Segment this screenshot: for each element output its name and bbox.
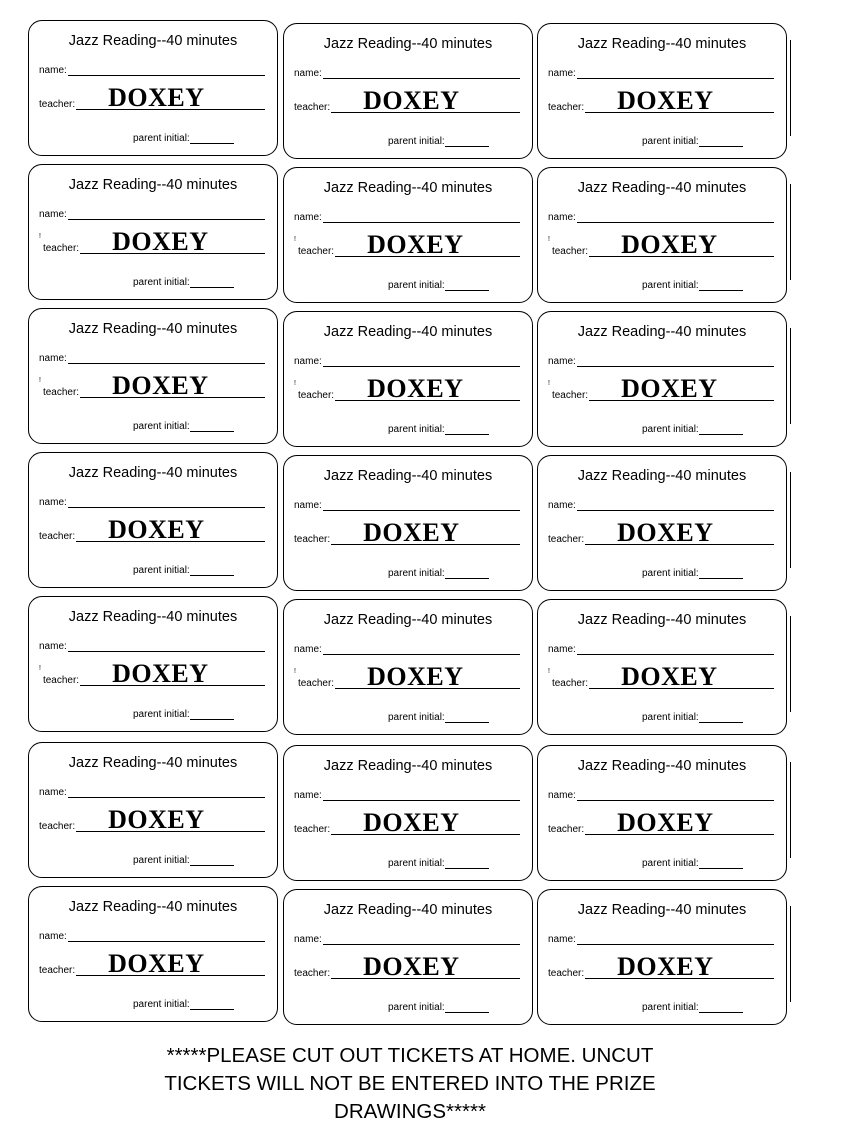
reading-ticket (537, 455, 787, 591)
reading-ticket (537, 167, 787, 303)
parent-initial-label: parent initial: (388, 712, 445, 723)
cut-instructions (120, 1042, 700, 1126)
teacher-label: teacher: (294, 968, 331, 979)
teacher-label: teacher: (548, 824, 585, 835)
parent-initial-label: parent initial: (388, 136, 445, 147)
reading-ticket (28, 452, 278, 588)
teacher-line (589, 372, 774, 401)
parent-initial-label: parent initial: (642, 858, 699, 869)
ticket-title: Jazz Reading--40 minutes (577, 758, 747, 774)
parent-initial-row (388, 136, 489, 147)
parent-initial-row (388, 568, 489, 579)
parent-initial-label: parent initial: (642, 568, 699, 579)
reading-ticket (28, 886, 278, 1022)
name-line (68, 353, 265, 364)
teacher-label: teacher: (42, 243, 80, 254)
parent-initial-blank (190, 709, 234, 720)
parent-initial-label: parent initial: (388, 1002, 445, 1013)
name-row (39, 641, 265, 652)
name-label: name: (548, 212, 576, 223)
teacher-name: DOXEY (617, 518, 714, 547)
parent-initial-label: parent initial: (133, 421, 190, 432)
name-line (577, 212, 774, 223)
name-label: name: (39, 497, 67, 508)
parent-initial-blank (699, 568, 743, 579)
ticket-title: Jazz Reading--40 minutes (68, 177, 238, 193)
next-column-edge (790, 906, 793, 1002)
name-line (68, 641, 265, 652)
teacher-label: teacher: (42, 675, 80, 686)
name-line (577, 790, 774, 801)
parent-initial-row (133, 709, 234, 720)
ticket-title: Jazz Reading--40 minutes (68, 755, 238, 771)
teacher-row (548, 950, 774, 979)
name-label: name: (548, 500, 576, 511)
ticket-title: Jazz Reading--40 minutes (68, 609, 238, 625)
teacher-name: DOXEY (367, 662, 464, 691)
teacher-line (589, 228, 774, 257)
teacher-row (39, 803, 265, 832)
name-label: name: (39, 641, 67, 652)
parent-initial-blank (190, 277, 234, 288)
teacher-row (294, 660, 520, 689)
name-label: name: (39, 787, 67, 798)
teacher-line (585, 516, 774, 545)
teacher-label: teacher: (297, 246, 335, 257)
teacher-name: DOXEY (108, 949, 205, 978)
teacher-name: DOXEY (617, 952, 714, 981)
parent-initial-label: parent initial: (133, 709, 190, 720)
name-label: name: (294, 500, 322, 511)
reading-ticket (537, 599, 787, 735)
parent-initial-label: parent initial: (388, 568, 445, 579)
reading-ticket (28, 308, 278, 444)
name-row (294, 790, 520, 801)
reading-ticket (283, 23, 533, 159)
parent-initial-blank (445, 858, 489, 869)
name-line (577, 644, 774, 655)
teacher-row (39, 947, 265, 976)
teacher-row (294, 84, 520, 113)
teacher-label: teacher: (551, 678, 589, 689)
parent-initial-blank (190, 855, 234, 866)
parent-initial-blank (190, 999, 234, 1010)
teacher-name: DOXEY (363, 86, 460, 115)
reading-ticket (537, 311, 787, 447)
name-line (577, 356, 774, 367)
name-row (294, 212, 520, 223)
tick-mark: ! (39, 377, 41, 384)
ticket-title: Jazz Reading--40 minutes (323, 36, 493, 52)
parent-initial-blank (190, 133, 234, 144)
teacher-name: DOXEY (367, 374, 464, 403)
ticket-title: Jazz Reading--40 minutes (577, 468, 747, 484)
parent-initial-blank (699, 712, 743, 723)
parent-initial-blank (445, 1002, 489, 1013)
teacher-line (331, 806, 520, 835)
parent-initial-blank (699, 858, 743, 869)
teacher-line (585, 84, 774, 113)
next-column-edge (790, 472, 793, 568)
next-column-edge (790, 328, 793, 424)
name-label: name: (294, 356, 322, 367)
parent-initial-row (642, 280, 743, 291)
tick-mark: ! (548, 668, 550, 675)
teacher-name: DOXEY (112, 371, 209, 400)
name-label: name: (39, 209, 67, 220)
parent-initial-row (642, 712, 743, 723)
name-line (68, 497, 265, 508)
name-label: name: (548, 934, 576, 945)
teacher-name: DOXEY (617, 808, 714, 837)
reading-ticket (28, 596, 278, 732)
parent-initial-row (388, 1002, 489, 1013)
teacher-label: teacher: (548, 534, 585, 545)
tick-mark: ! (39, 665, 41, 672)
name-line (68, 931, 265, 942)
name-row (294, 644, 520, 655)
teacher-label: teacher: (294, 102, 331, 113)
name-row (548, 934, 774, 945)
teacher-line (331, 516, 520, 545)
teacher-row (548, 660, 774, 689)
reading-ticket (283, 745, 533, 881)
parent-initial-blank (190, 565, 234, 576)
teacher-name: DOXEY (108, 515, 205, 544)
parent-initial-blank (699, 424, 743, 435)
teacher-label: teacher: (39, 99, 76, 110)
teacher-row (548, 84, 774, 113)
name-row (39, 497, 265, 508)
teacher-name: DOXEY (108, 805, 205, 834)
parent-initial-row (642, 136, 743, 147)
next-column-edge (790, 40, 793, 136)
ticket-title: Jazz Reading--40 minutes (577, 324, 747, 340)
name-line (577, 500, 774, 511)
reading-ticket (28, 20, 278, 156)
teacher-label: teacher: (39, 531, 76, 542)
parent-initial-label: parent initial: (642, 280, 699, 291)
name-label: name: (294, 644, 322, 655)
ticket-title: Jazz Reading--40 minutes (68, 465, 238, 481)
parent-initial-label: parent initial: (388, 858, 445, 869)
parent-initial-label: parent initial: (133, 133, 190, 144)
name-row (294, 356, 520, 367)
name-line (68, 65, 265, 76)
name-label: name: (548, 644, 576, 655)
next-column-edge (790, 616, 793, 712)
parent-initial-blank (699, 280, 743, 291)
teacher-line (589, 660, 774, 689)
ticket-title: Jazz Reading--40 minutes (577, 36, 747, 52)
ticket-title: Jazz Reading--40 minutes (68, 899, 238, 915)
parent-initial-blank (445, 280, 489, 291)
teacher-line (335, 228, 520, 257)
name-label: name: (39, 65, 67, 76)
name-row (548, 356, 774, 367)
teacher-row (294, 806, 520, 835)
name-line (323, 644, 520, 655)
ticket-title: Jazz Reading--40 minutes (323, 468, 493, 484)
ticket-title: Jazz Reading--40 minutes (577, 180, 747, 196)
parent-initial-row (133, 999, 234, 1010)
teacher-label: teacher: (548, 968, 585, 979)
name-line (323, 934, 520, 945)
name-label: name: (548, 356, 576, 367)
teacher-name: DOXEY (108, 83, 205, 112)
reading-ticket (283, 889, 533, 1025)
teacher-line (76, 81, 265, 110)
name-label: name: (294, 790, 322, 801)
parent-initial-blank (445, 136, 489, 147)
name-line (68, 787, 265, 798)
name-row (548, 644, 774, 655)
reading-ticket (283, 167, 533, 303)
teacher-row (548, 372, 774, 401)
name-line (323, 500, 520, 511)
teacher-name: DOXEY (621, 230, 718, 259)
name-label: name: (294, 68, 322, 79)
name-line (323, 790, 520, 801)
teacher-name: DOXEY (617, 86, 714, 115)
parent-initial-row (642, 424, 743, 435)
reading-ticket (283, 311, 533, 447)
reading-ticket (537, 23, 787, 159)
teacher-line (331, 950, 520, 979)
parent-initial-label: parent initial: (133, 565, 190, 576)
reading-ticket (283, 455, 533, 591)
name-row (294, 500, 520, 511)
ticket-title: Jazz Reading--40 minutes (68, 321, 238, 337)
instruction-line-3: DRAWINGS***** (334, 1100, 486, 1123)
tick-mark: ! (548, 380, 550, 387)
parent-initial-label: parent initial: (388, 280, 445, 291)
name-label: name: (294, 212, 322, 223)
parent-initial-label: parent initial: (133, 855, 190, 866)
reading-ticket (537, 889, 787, 1025)
teacher-row (39, 81, 265, 110)
ticket-title: Jazz Reading--40 minutes (323, 902, 493, 918)
parent-initial-row (642, 1002, 743, 1013)
teacher-name: DOXEY (112, 659, 209, 688)
teacher-name: DOXEY (363, 808, 460, 837)
teacher-label: teacher: (39, 821, 76, 832)
parent-initial-row (642, 568, 743, 579)
ticket-title: Jazz Reading--40 minutes (323, 324, 493, 340)
parent-initial-row (133, 855, 234, 866)
teacher-line (331, 84, 520, 113)
teacher-label: teacher: (297, 390, 335, 401)
teacher-name: DOXEY (363, 518, 460, 547)
teacher-label: teacher: (294, 824, 331, 835)
teacher-name: DOXEY (621, 662, 718, 691)
name-line (323, 68, 520, 79)
parent-initial-blank (445, 424, 489, 435)
parent-initial-label: parent initial: (642, 1002, 699, 1013)
teacher-line (335, 372, 520, 401)
name-line (323, 212, 520, 223)
teacher-line (585, 950, 774, 979)
parent-initial-row (388, 280, 489, 291)
ticket-title: Jazz Reading--40 minutes (68, 33, 238, 49)
name-row (39, 209, 265, 220)
name-label: name: (548, 790, 576, 801)
instruction-line-2: TICKETS WILL NOT BE ENTERED INTO THE PRIZE (164, 1072, 656, 1095)
teacher-row (294, 228, 520, 257)
parent-initial-row (388, 712, 489, 723)
next-column-edge (790, 762, 793, 858)
teacher-name: DOXEY (363, 952, 460, 981)
ticket-title: Jazz Reading--40 minutes (323, 612, 493, 628)
name-row (39, 931, 265, 942)
parent-initial-row (642, 858, 743, 869)
name-row (39, 353, 265, 364)
teacher-label: teacher: (297, 678, 335, 689)
teacher-line (80, 225, 265, 254)
ticket-title: Jazz Reading--40 minutes (577, 612, 747, 628)
name-line (323, 356, 520, 367)
teacher-line (335, 660, 520, 689)
instruction-line-1: *****PLEASE CUT OUT TICKETS AT HOME. UNCUT (166, 1044, 654, 1067)
teacher-row (548, 806, 774, 835)
tick-mark: ! (294, 236, 296, 243)
parent-initial-label: parent initial: (133, 999, 190, 1010)
name-line (68, 209, 265, 220)
parent-initial-row (133, 277, 234, 288)
reading-ticket (28, 164, 278, 300)
parent-initial-label: parent initial: (642, 136, 699, 147)
teacher-row (548, 516, 774, 545)
name-label: name: (548, 68, 576, 79)
name-line (577, 68, 774, 79)
name-row (294, 68, 520, 79)
tick-mark: ! (294, 668, 296, 675)
teacher-label: teacher: (294, 534, 331, 545)
parent-initial-blank (190, 421, 234, 432)
teacher-label: teacher: (551, 246, 589, 257)
teacher-row (39, 657, 265, 686)
tick-mark: ! (39, 233, 41, 240)
teacher-label: teacher: (39, 965, 76, 976)
parent-initial-row (388, 858, 489, 869)
parent-initial-label: parent initial: (133, 277, 190, 288)
name-row (294, 934, 520, 945)
teacher-name: DOXEY (621, 374, 718, 403)
teacher-line (76, 803, 265, 832)
reading-ticket (283, 599, 533, 735)
teacher-label: teacher: (551, 390, 589, 401)
tick-mark: ! (548, 236, 550, 243)
teacher-row (294, 372, 520, 401)
parent-initial-label: parent initial: (642, 712, 699, 723)
parent-initial-blank (699, 1002, 743, 1013)
next-column-edge (790, 184, 793, 280)
teacher-line (585, 806, 774, 835)
parent-initial-blank (445, 712, 489, 723)
teacher-line (80, 369, 265, 398)
teacher-name: DOXEY (367, 230, 464, 259)
name-row (548, 68, 774, 79)
teacher-name: DOXEY (112, 227, 209, 256)
parent-initial-row (133, 565, 234, 576)
teacher-row (548, 228, 774, 257)
teacher-line (76, 947, 265, 976)
parent-initial-label: parent initial: (642, 424, 699, 435)
name-row (39, 65, 265, 76)
teacher-line (80, 657, 265, 686)
teacher-row (39, 369, 265, 398)
name-row (548, 790, 774, 801)
ticket-title: Jazz Reading--40 minutes (323, 758, 493, 774)
tick-mark: ! (294, 380, 296, 387)
parent-initial-row (133, 133, 234, 144)
parent-initial-blank (699, 136, 743, 147)
name-row (548, 500, 774, 511)
teacher-line (76, 513, 265, 542)
reading-ticket (537, 745, 787, 881)
name-label: name: (294, 934, 322, 945)
name-row (39, 787, 265, 798)
teacher-label: teacher: (548, 102, 585, 113)
ticket-title: Jazz Reading--40 minutes (323, 180, 493, 196)
teacher-row (294, 950, 520, 979)
parent-initial-label: parent initial: (388, 424, 445, 435)
name-row (548, 212, 774, 223)
parent-initial-blank (445, 568, 489, 579)
teacher-row (294, 516, 520, 545)
teacher-label: teacher: (42, 387, 80, 398)
name-label: name: (39, 931, 67, 942)
parent-initial-row (388, 424, 489, 435)
teacher-row (39, 513, 265, 542)
name-line (577, 934, 774, 945)
name-label: name: (39, 353, 67, 364)
reading-ticket (28, 742, 278, 878)
teacher-row (39, 225, 265, 254)
parent-initial-row (133, 421, 234, 432)
ticket-title: Jazz Reading--40 minutes (577, 902, 747, 918)
